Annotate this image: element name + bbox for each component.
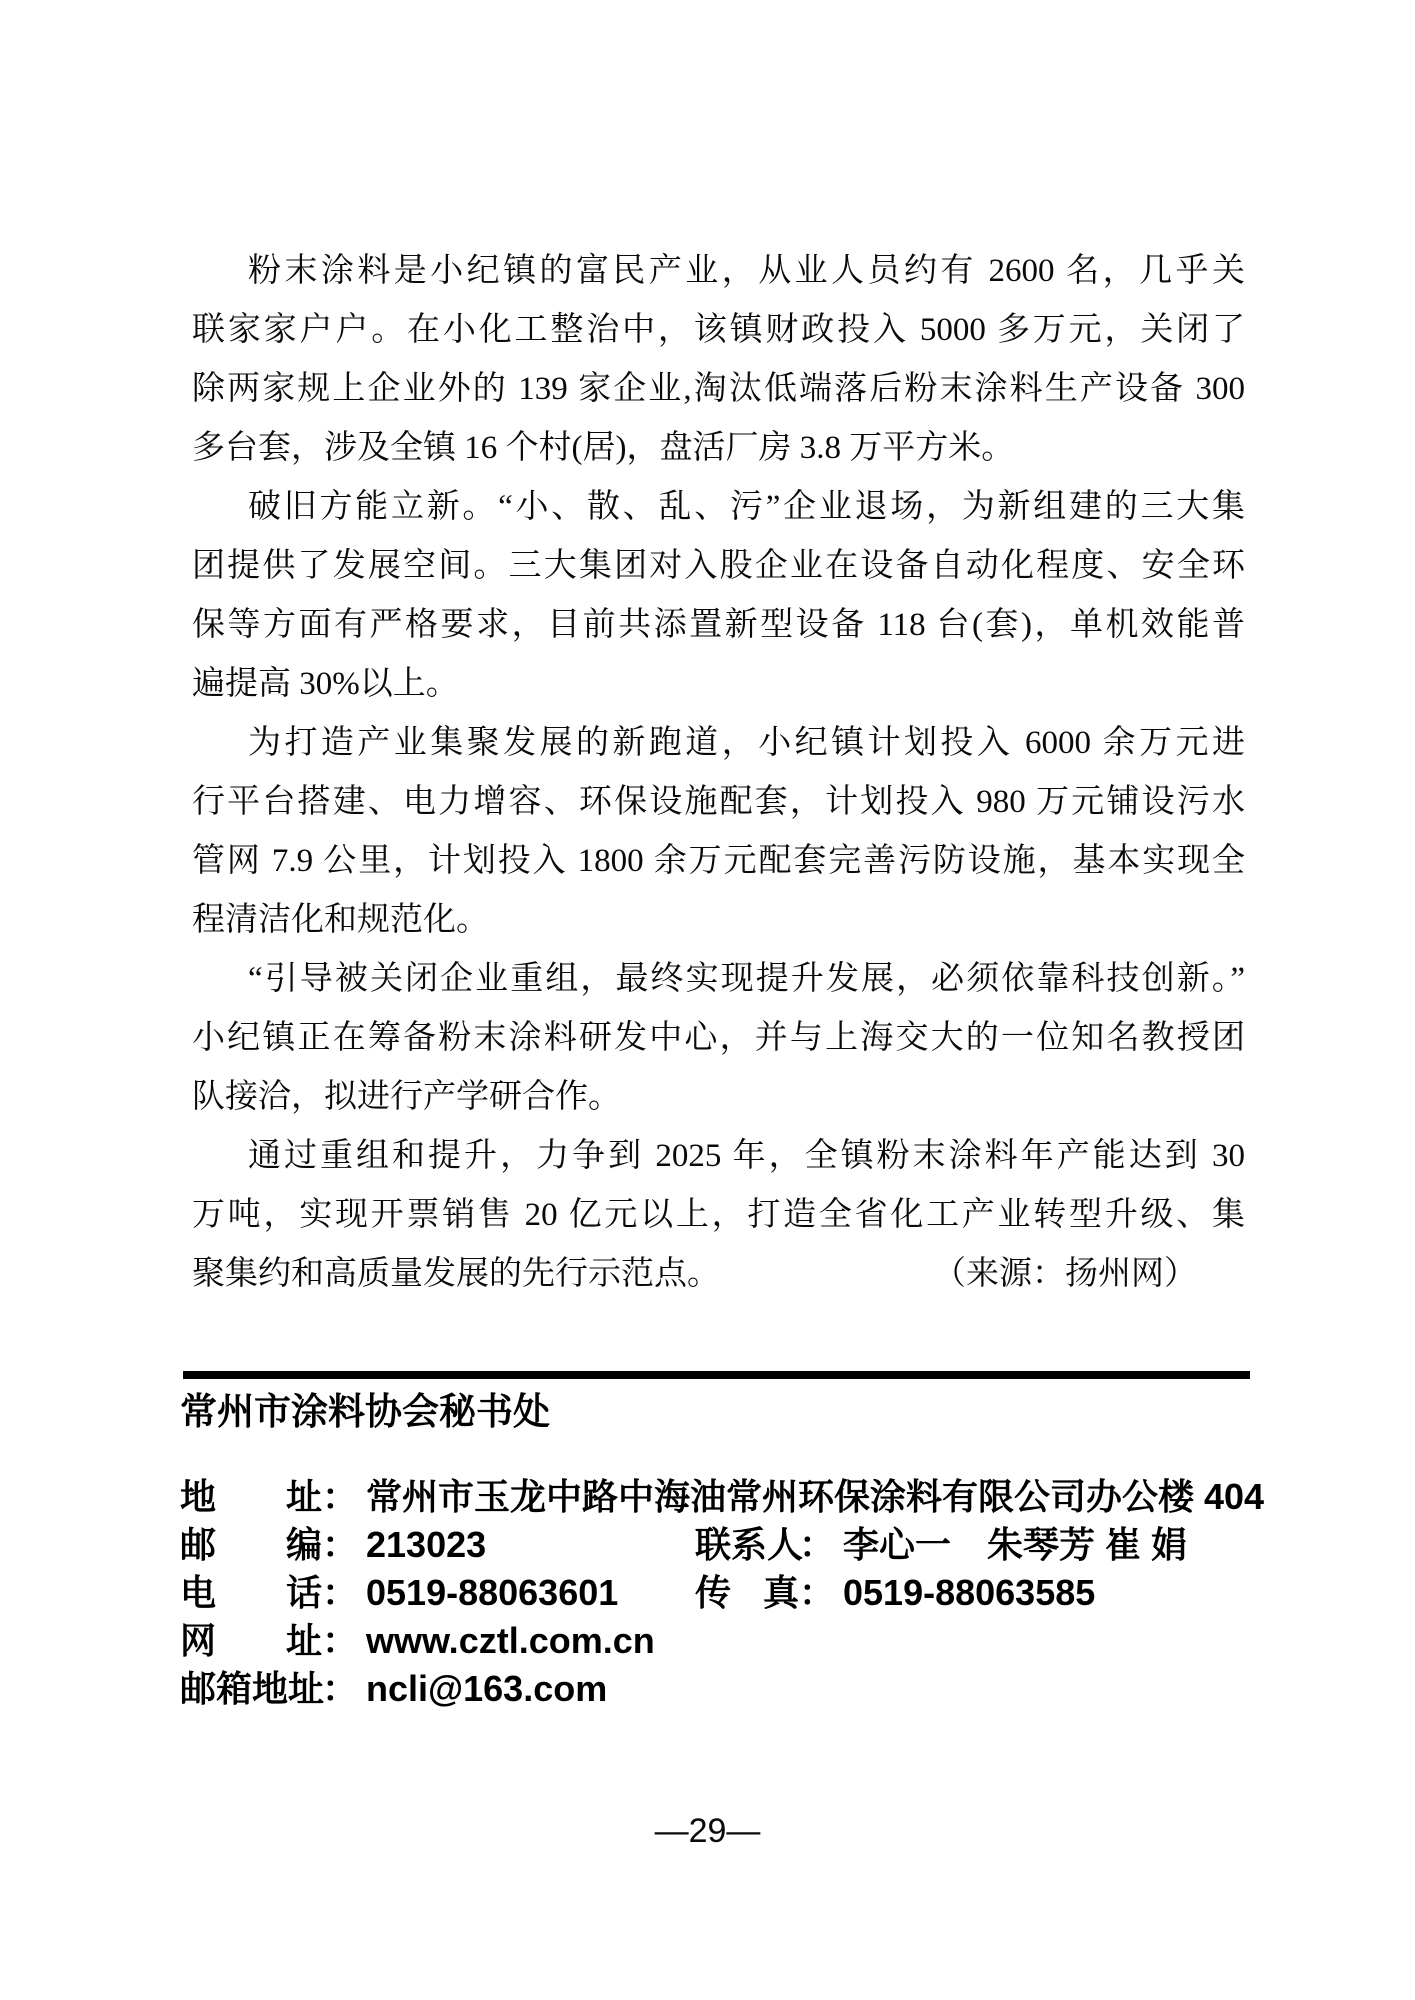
article-line: 为打造产业集聚发展的新跑道，小纪镇计划投入 6000 余万元进 <box>248 725 1245 761</box>
article-line: 遍提高 30%以上。 <box>192 666 459 702</box>
article-line: 除两家规上企业外的 139 家企业,淘汰低端落后粉末涂料生产设备 300 <box>192 371 1245 407</box>
contact-value: 0519-88063585 <box>843 1572 1096 1613</box>
footer-rows <box>180 1476 1300 1716</box>
footer-heading: 常州市涂料协会秘书处 <box>180 1391 550 1432</box>
contact-label: 地 址 <box>180 1476 322 1517</box>
label-colon: ： <box>322 1620 359 1661</box>
article-line: 通过重组和提升，力争到 2025 年，全镇粉末涂料年产能达到 30 <box>248 1138 1245 1174</box>
contact-field <box>180 1620 1300 1662</box>
article-line: 小纪镇正在筹备粉末涂料研发中心，并与上海交大的一位知名教授团 <box>192 1020 1245 1056</box>
contact-field <box>180 1476 1300 1518</box>
contact-field <box>180 1668 1300 1710</box>
article-line: 粉末涂料是小纪镇的富民产业，从业人员约有 2600 名，几乎关 <box>248 253 1245 289</box>
footer-divider <box>183 1371 1250 1379</box>
footer-contact-block <box>180 1392 1300 1716</box>
contact-value: 213023 <box>366 1524 487 1565</box>
footer-row <box>180 1668 1300 1716</box>
page-number: —29— <box>654 1812 761 1850</box>
contact-value: 0519-88063601 <box>366 1572 619 1613</box>
footer-row <box>180 1572 1300 1620</box>
contact-label: 网 址 <box>180 1620 322 1661</box>
contact-label: 邮 箱 地 址 <box>180 1668 325 1709</box>
article-line: 团提供了发展空间。三大集团对入股企业在设备自动化程度、安全环 <box>192 548 1245 584</box>
article-body <box>192 242 1245 1304</box>
article-line: 保等方面有严格要求，目前共添置新型设备 118 台(套)，单机效能普 <box>192 607 1245 643</box>
label-colon: ： <box>799 1572 836 1613</box>
article-line: 破旧方能立新。“小、散、乱、污”企业退场，为新组建的三大集 <box>248 489 1245 525</box>
article-line: “引导被关闭企业重组，最终实现提升发展，必须依靠科技创新。” <box>248 961 1245 997</box>
contact-value: ncli@163.com <box>366 1668 608 1709</box>
article-line: 管网 7.9 公里，计划投入 1800 余万元配套完善污防设施，基本实现全 <box>192 843 1245 879</box>
article-line: 行平台搭建、电力增容、环保设施配套，计划投入 980 万元铺设污水 <box>192 784 1245 820</box>
label-colon: ： <box>799 1524 836 1565</box>
label-colon: ： <box>322 1476 359 1517</box>
article-line: 多台套，涉及全镇 16 个村(居)，盘活厂房 3.8 万平方米。 <box>192 430 1015 466</box>
footer-row <box>180 1476 1300 1524</box>
label-colon: ： <box>322 1572 359 1613</box>
footer-row <box>180 1620 1300 1668</box>
label-colon: ： <box>322 1668 359 1709</box>
contact-label: 邮 编 <box>180 1524 322 1565</box>
contact-field <box>695 1524 1187 1566</box>
contact-value: www.cztl.com.cn <box>366 1620 655 1661</box>
contact-label: 联 系 人 <box>695 1524 804 1565</box>
footer-row <box>180 1524 1300 1572</box>
contact-label: 传 真 <box>695 1572 799 1613</box>
article-line-text: 聚集约和高质量发展的先行示范点。 <box>192 1256 720 1292</box>
article-line: 联家家户户。在小化工整治中，该镇财政投入 5000 多万元，关闭了 <box>192 312 1245 348</box>
article-line: 万吨，实现开票销售 20 亿元以上，打造全省化工产业转型升级、集 <box>192 1197 1245 1233</box>
source-attribution: （来源：扬州网） <box>933 1256 1197 1292</box>
contact-value: 李心一 朱琴芳 崔 娟 <box>843 1524 1188 1565</box>
label-colon: ： <box>322 1524 359 1565</box>
contact-value: 常州市玉龙中路中海油常州环保涂料有限公司办公楼 404 <box>366 1476 1265 1517</box>
article-line-with-source <box>192 1245 1245 1304</box>
contact-field <box>695 1572 1095 1614</box>
article-line: 程清洁化和规范化。 <box>192 902 489 938</box>
article-line: 队接洽，拟进行产学研合作。 <box>192 1079 621 1115</box>
contact-label: 电 话 <box>180 1572 322 1613</box>
